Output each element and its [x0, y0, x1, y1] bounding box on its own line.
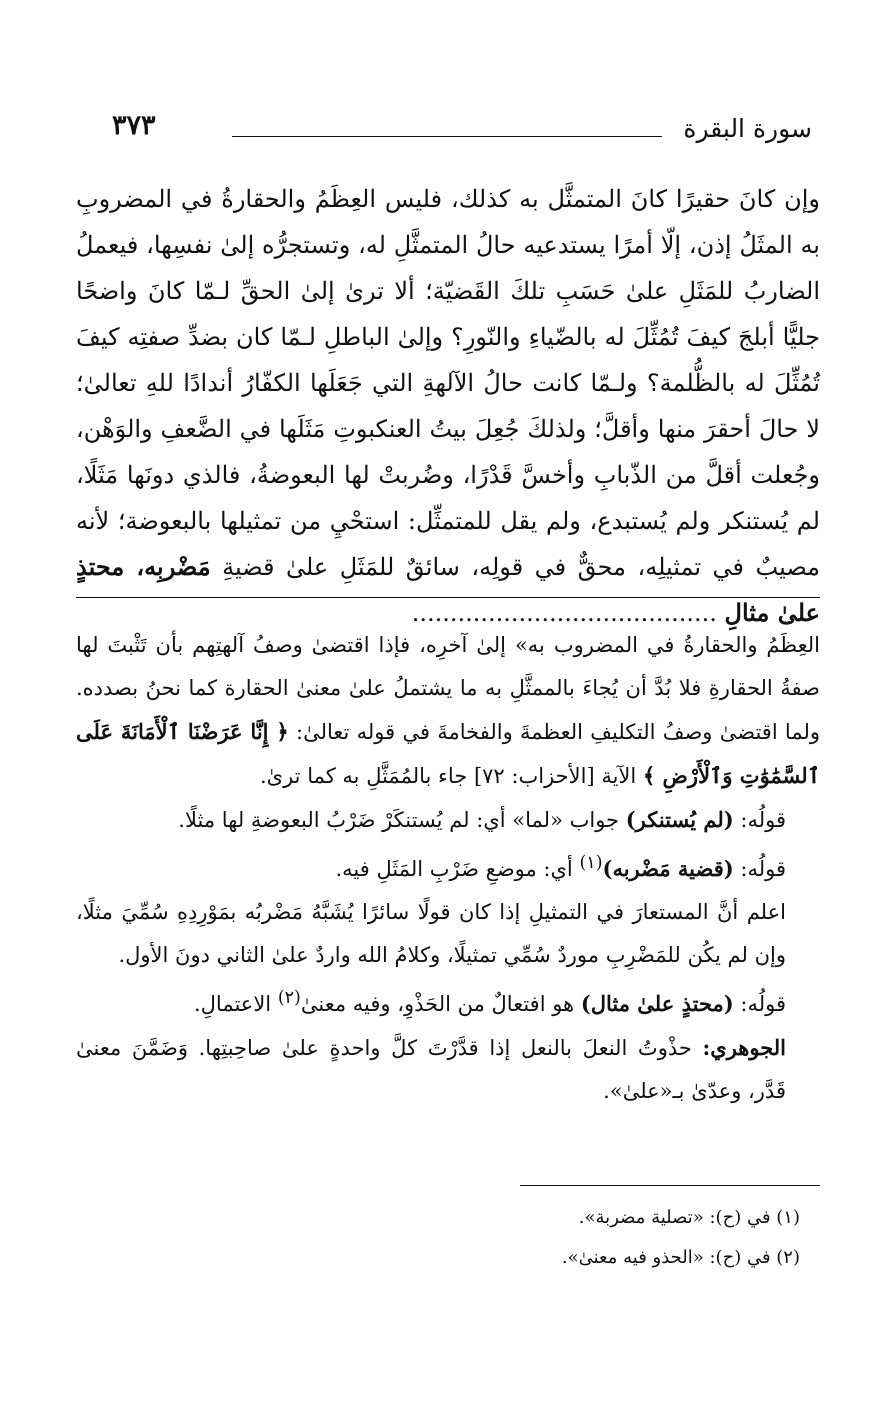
quran-verse: ﴿ إِنَّا عَرَضْنَا ٱلْأَمَانَةَ عَلَى ٱلسَّمَٰوَٰتِ وَٱلْأَرْضِ ﴾ [76, 719, 820, 788]
commentary-text: الاعتمالِ. [193, 992, 278, 1016]
footnote-1: (١) في (ح): «تصلية مضربة». [578, 1207, 800, 1228]
lemma: (محتذٍ علىٰ مثال) [580, 991, 734, 1016]
commentary [76, 624, 820, 1113]
footnote-2: (٢) في (ح): «الحذو فيه معنىٰ». [561, 1247, 800, 1268]
header-rule [232, 136, 662, 137]
commentary-lead: قولُه: [733, 808, 786, 832]
commentary-lead: قولُه: [733, 992, 786, 1016]
footnote-ref-1[interactable]: (١) [579, 853, 603, 873]
commentary-text: أي: موضعِ ضَرْبِ المَثَلِ فيه. [335, 857, 580, 881]
continuation-dots: ........................................ [411, 599, 725, 627]
commentary-para-4 [76, 891, 820, 977]
main-paragraph [76, 176, 820, 636]
lemma: (قضية مَضْربه) [602, 856, 734, 881]
commentary-para-6 [76, 1026, 820, 1113]
source-name: الجوهري: [702, 1035, 786, 1060]
footnote-ref-2[interactable]: (٢) [277, 988, 301, 1008]
commentary-text: العِظَمُ والحقارةُ في المضروب به» إلىٰ آخرِه، فإذا اقتضىٰ وصفُ آلهتِهم بأن تَثْبتَ لها صفةُ الحقارةِ فلا بُدَّ أن يُجاءَ بالممثَّلِ به ما يشتملُ علىٰ معنىٰ الحقارة كما نحنُ بصدده. ولما اقتضىٰ وصفُ التكليفِ العظمةَ والفخامةَ في قوله تعالىٰ: [76, 633, 821, 744]
commentary-para-5 [76, 977, 820, 1026]
commentary-lead: قولُه: [733, 857, 786, 881]
commentary-para-2 [76, 798, 820, 842]
commentary-para-1 [76, 624, 820, 798]
footnotes [76, 1198, 820, 1278]
commentary-text: اعلم أنَّ المستعارَ في التمثيلِ إذا كان قولًا سائرًا يُشَبَّهُ مَضْربُه بمَوْرِدِهِ سُمِّيَ مثلًا، وإن لم يكُن للمَضْرِبِ موردٌ سُمِّي تمثيلًا، وكلامُ الله واردٌ علىٰ الثاني دونَ الأول. [76, 900, 786, 967]
footnote-separator [520, 1185, 820, 1186]
main-separator [76, 597, 820, 598]
commentary-text: هو افتعالٌ من الحَذْوِ، وفيه معنىٰ [300, 992, 581, 1016]
commentary-text: جواب «لما» أي: لم يُستنكَرْ ضَرْبُ البعوضةِ لها مثلًا. [178, 808, 626, 832]
main-paragraph-bold-tail: مَضْربِه، محتذٍ علىٰ مثالِ [76, 552, 820, 627]
surah-title: سورة البقرة [683, 114, 812, 143]
commentary-text: حذْوتُ النعلَ بالنعل إذا قدَّرْتَ كلَّ واحدةٍ علىٰ صاحِبتِها. وَضَمَّنَ معنىٰ قَدَّر، وعدّىٰ بـ«علىٰ». [76, 1036, 786, 1103]
main-paragraph-text: وإن كانَ حقيرًا كانَ المتمثَّل به كذلك، فليس العِظَمُ والحقارةُ في المضروبِ به المثَلُ إذن، إلّا أمرًا يستدعيه حالُ المتمثَّلِ له، وتستجرُّه إلىٰ نفسِها، فيعملُ الضاربُ للمَثَلِ علىٰ حَسَبِ تلكَ القَضيّة؛ ألا ترىٰ إلىٰ الحقِّ لـمّا كانَ واضحًا جليًّا أبلجَ كيفَ تُمُثِّلَ له بالضّياءِ والنّورِ؟ وإلىٰ الباطلِ لـمّا كان بضدِّ صفتِه كيفَ تُمُثِّلَ له بالظُّلمة؟ ولـمّا كانت حالُ الآلهةِ التي جَعَلَها الكفّارُ أندادًا للهِ تعالىٰ؛ لا حالَ أحقرَ منها وأقلَّ؛ ولذلكَ جُعِلَ بيتُ العنكبوتِ مَثَلَها في الضَّعفِ والوَهْن، وجُعلت أقلَّ من الذّبابِ وأخسَّ قَدْرًا، وضُربتْ لها البعوضةُ، فالذي دونَها مَثَلًا، لم يُستنكر ولم يُستبدع، ولم يقل للمتمثِّل: استحْيِ من تمثيلها بالبعوضة؛ لأنه مصيبٌ في تمثيلِه، محقٌّ في قولِه، سائقٌ للمَثَلِ علىٰ قضيةِ [76, 185, 820, 581]
main-text [76, 176, 820, 636]
running-header [112, 108, 812, 148]
lemma: (لم يُستنكر) [625, 807, 734, 832]
commentary-text: الآية [الأحزاب: ٧٢] جاء بالمُمَثَّلِ به كما ترىٰ. [259, 764, 643, 788]
page-number: ٣٧٣ [112, 110, 156, 141]
commentary-para-3 [76, 842, 820, 891]
